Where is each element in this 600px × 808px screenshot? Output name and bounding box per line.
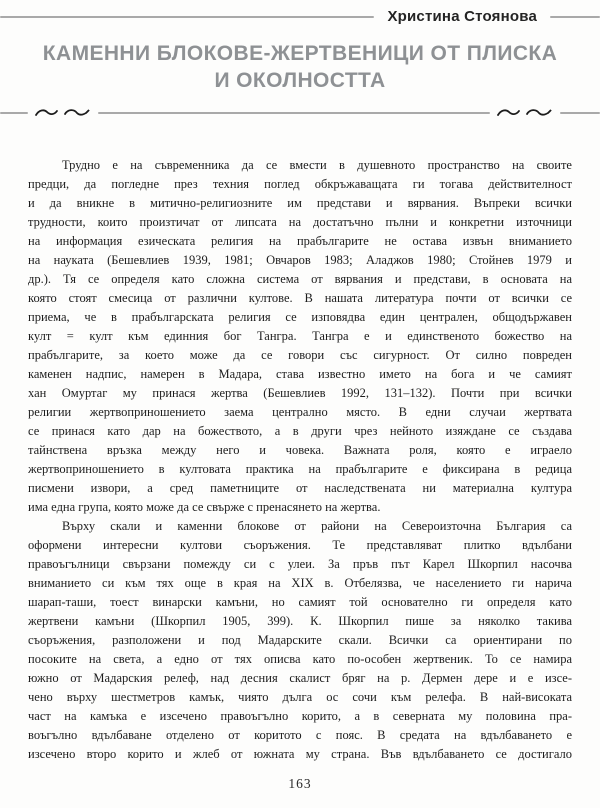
text-line: др.). Тя се определя като сложна система от вярвания и представи, в основата на [28,272,572,286]
ornament-rule-segment [98,112,490,114]
text-line: Върху скали и каменни блокове от райони на Североизточна България са [62,519,572,533]
text-line: приема, че в прабългарската религия се изповядва един централен, общодържавен [28,310,572,324]
text-line: оформени интересни култови съоръжения. Те представляват плитко вдълбани [28,538,572,552]
text-line: част на камъка е изсечено правоъгълно корито, а в северната му половина пра- [28,709,572,723]
text-line: Трудно е на съвременника да се вмести в душевното пространство на своите [62,158,572,172]
header-rule-right [550,16,600,18]
chapter-title-line1: КАМЕННИ БЛОКОВЕ-ЖЕРТВЕНИЦИ ОТ ПЛИСКА [42,42,558,65]
ornament-rule [0,107,600,119]
text-line: писмени извори, а сред паметниците от наследствената ни материална култура [28,481,572,495]
text-line: шарап-таши, тоест винарски камъни, но самият той основателно ги определя като [28,595,572,609]
ornament-rule-segment [560,112,600,114]
text-line: на науката (Бешевлиев 1939, 1981; Овчаров 1983; Аладжов 1980; Стойнев 1979 и [28,253,572,267]
text-line: правоъгълници свързани помежду си с улеи. За пръв път Карел Шкорпил насочва [28,557,572,571]
text-line: воъгълно вдълбаване отделено от коритото с пояс. В средата на вдълбаването е [28,728,572,742]
text-line: и да вникне в митично-религиозните им представи и вярвания. Въпреки всички [28,196,572,210]
text-line: чено върху шестметров камък, чиято дълга ос сочи към релефа. В най-високата [28,690,572,704]
flourish-icon [496,107,554,119]
text-line: южно от Мадарския релеф, над десния скалист бряг на р. Дермен дере и е изсе- [28,671,572,685]
paragraph-2 [28,517,572,764]
text-line: изсечено второ корито и жлеб от южната му страна. Във вдълбаването се достигало [28,747,572,761]
text-line: посоките на света, а едно от тях описва като по-особен жертвеник. То се намира [28,652,572,666]
text-line: жертвоприношението в култовата практика на прабългарите е фиксирана в редица [28,462,572,476]
text-line: съоръжения, разположени и под Мадарските скали. Всички са ориентирани по [28,633,572,647]
text-line: трудности, които произтичат от липсата на достатъчно пълни и конкретни източници [28,215,572,229]
author-name: Христина Стоянова [387,8,537,25]
text-line: хан Омуртаг му принася жертва (Бешевлиев 1992, 131–132). Почти при всички [28,386,572,400]
chapter-title [0,40,600,94]
text-line: прабългарите, за което може да се говори със сигурност. От силно повреден [28,348,572,362]
text-line: тайнствена връзка между него и човека. Важната роля, която е играело [28,443,572,457]
chapter-title-line2: И ОКОЛНОСТТА [214,69,386,92]
page-number: 163 [288,776,312,791]
flourish-icon [34,107,92,119]
paragraph-1 [28,156,572,517]
text-line: жертвени камъни (Шкорпил 1905, 399). К. Шкорпил пише за няколко такива [28,614,572,628]
text-line: каменен надпис, намерен в Мадара, става известно името на бога и че самият [28,367,572,381]
ornament-rule-segment [0,112,28,114]
text-line: има една група, която може да се свърже с пренасянето на жертва. [28,500,381,514]
body-text [28,156,572,764]
running-head [0,8,600,25]
text-line: култ = култ към единния бог Тангра. Тангра е и единственото божество на [28,329,572,343]
text-line: която стоят смесица от различни култове. В нашата литература почти от всички се [28,291,572,305]
text-line: вниманието си към тях още в края на XIX в. Отбелязва, че населението ги нарича [28,576,572,590]
text-line: предци, да погледне през техния поглед обкръжаващата ги тогава действителност [28,177,572,191]
text-line: на информация езическата религия на прабългарите не остава извън вниманието [28,234,572,248]
text-line: се принася като дар на божеството, а в други чрез нейното изяждане се създава [28,424,572,438]
header-rule-left [0,16,374,18]
scanned-book-page [0,8,600,808]
text-line: религии жертвоприношението заема централно място. В едни случаи жертвата [28,405,572,419]
